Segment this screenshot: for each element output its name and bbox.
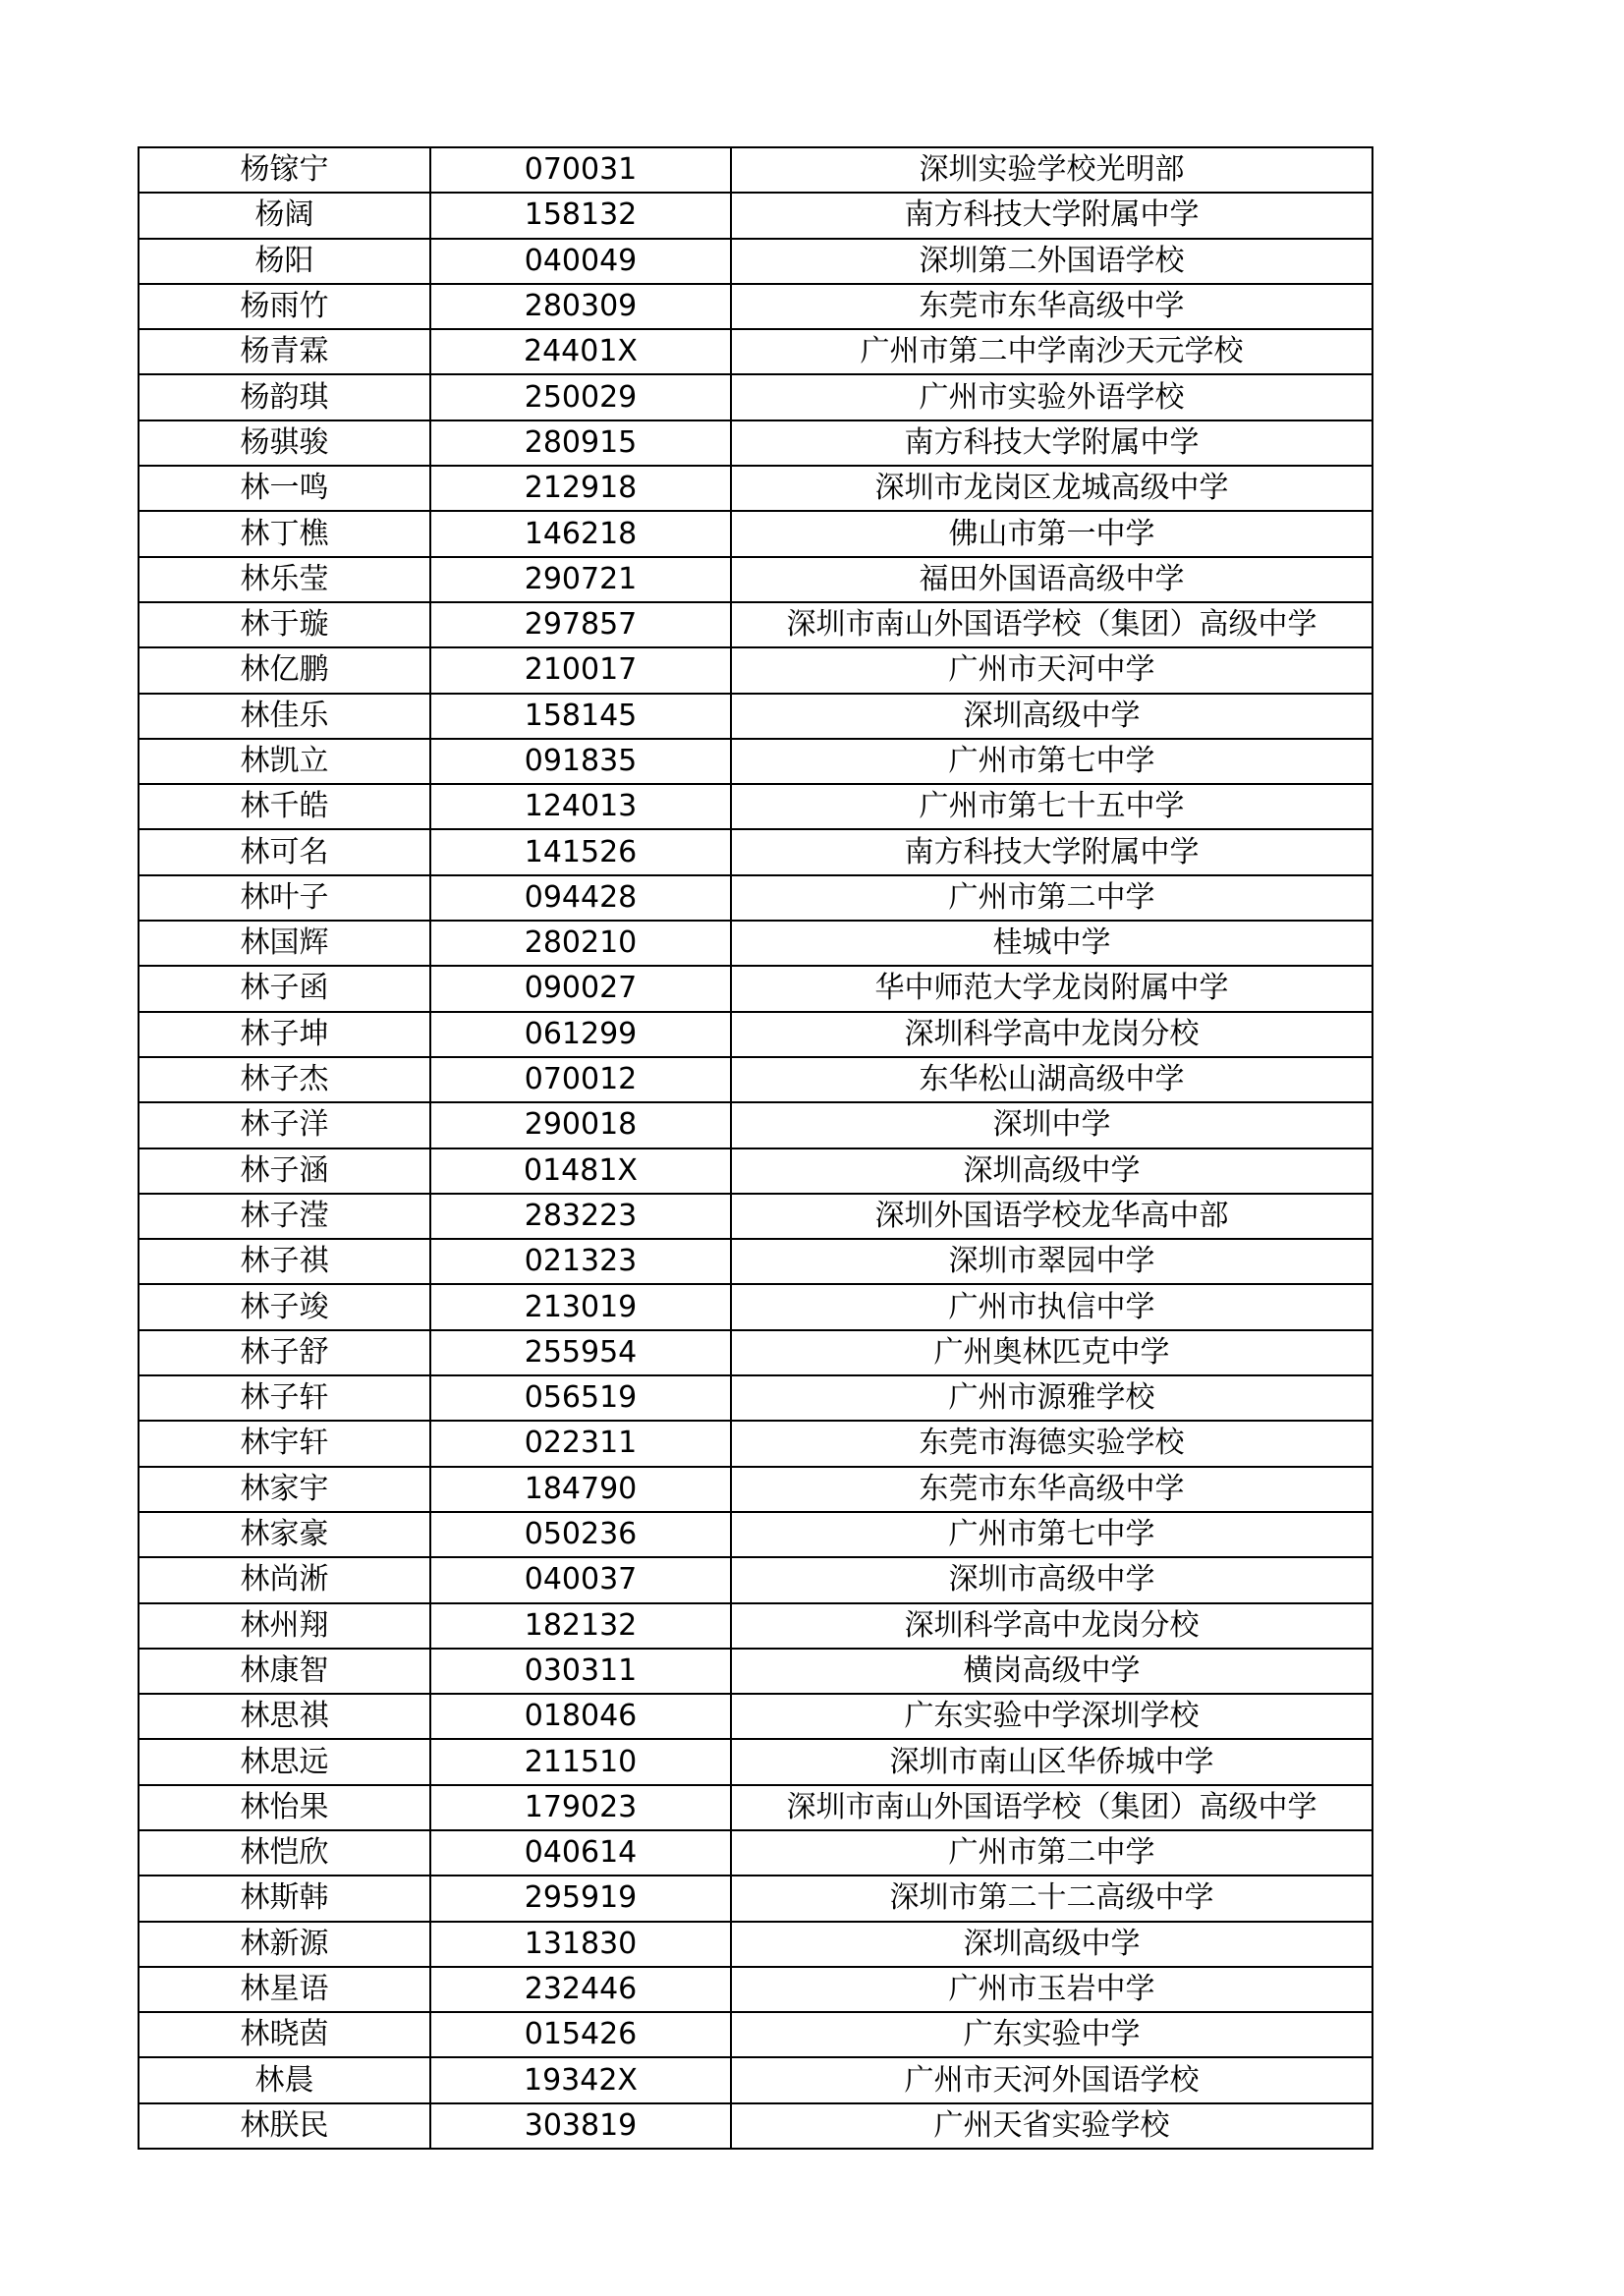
school-name: 深圳市南山外国语学校（集团）高级中学: [731, 1785, 1372, 1830]
student-name: 林于璇: [139, 602, 430, 647]
roster-body: [139, 147, 1372, 2149]
student-name: 林新源: [139, 1922, 430, 1967]
table-row: [139, 739, 1372, 784]
student-name: 林怡果: [139, 1785, 430, 1830]
table-row: [139, 1922, 1372, 1967]
school-name: 广州市天河外国语学校: [731, 2057, 1372, 2102]
table-row: [139, 784, 1372, 829]
school-name: 横岗高级中学: [731, 1649, 1372, 1694]
student-name: 林家豪: [139, 1512, 430, 1557]
table-row: [139, 466, 1372, 511]
school-name: 广东实验中学: [731, 2012, 1372, 2057]
student-id: 015426: [430, 2012, 731, 2057]
school-name: 东华松山湖高级中学: [731, 1057, 1372, 1102]
student-id: 297857: [430, 602, 731, 647]
school-name: 广州市第二中学: [731, 1830, 1372, 1876]
student-name: 林朕民: [139, 2103, 430, 2149]
student-name: 林晨: [139, 2057, 430, 2102]
student-name: 林子坤: [139, 1012, 430, 1057]
student-name: 林子竣: [139, 1284, 430, 1329]
student-id: 040614: [430, 1830, 731, 1876]
table-row: [139, 1649, 1372, 1694]
student-name: 林一鸣: [139, 466, 430, 511]
school-name: 广州天省实验学校: [731, 2103, 1372, 2149]
school-name: 深圳市南山区华侨城中学: [731, 1739, 1372, 1784]
school-name: 广州市玉岩中学: [731, 1967, 1372, 2012]
student-id: 030311: [430, 1649, 731, 1694]
student-name: 林斯韩: [139, 1876, 430, 1921]
student-id: 158132: [430, 193, 731, 238]
table-row: [139, 921, 1372, 966]
school-name: 深圳市翠园中学: [731, 1239, 1372, 1284]
table-row: [139, 694, 1372, 739]
student-name: 杨阳: [139, 239, 430, 284]
student-id: 280210: [430, 921, 731, 966]
table-row: [139, 1876, 1372, 1921]
student-name: 杨青霖: [139, 329, 430, 374]
student-id: 056519: [430, 1375, 731, 1421]
student-name: 林宇轩: [139, 1421, 430, 1466]
table-row: [139, 1012, 1372, 1057]
student-id: 232446: [430, 1967, 731, 2012]
student-id: 070012: [430, 1057, 731, 1102]
school-name: 深圳外国语学校龙华高中部: [731, 1194, 1372, 1239]
student-id: 179023: [430, 1785, 731, 1830]
school-name: 广州市天河中学: [731, 647, 1372, 693]
student-id: 040037: [430, 1557, 731, 1602]
student-id: 24401X: [430, 329, 731, 374]
school-name: 深圳市第二十二高级中学: [731, 1876, 1372, 1921]
student-name: 林国辉: [139, 921, 430, 966]
student-name: 林佳乐: [139, 694, 430, 739]
school-name: 东莞市东华高级中学: [731, 284, 1372, 329]
student-id: 090027: [430, 966, 731, 1011]
student-name: 林子舒: [139, 1330, 430, 1375]
student-id: 022311: [430, 1421, 731, 1466]
school-name: 南方科技大学附属中学: [731, 193, 1372, 238]
student-name: 林叶子: [139, 875, 430, 921]
student-name: 林可名: [139, 829, 430, 874]
student-name: 林子涵: [139, 1148, 430, 1194]
student-id: 01481X: [430, 1148, 731, 1194]
student-name: 林州翔: [139, 1603, 430, 1649]
table-row: [139, 1785, 1372, 1830]
school-name: 东莞市海德实验学校: [731, 1421, 1372, 1466]
school-name: 佛山市第一中学: [731, 511, 1372, 556]
school-name: 广州市实验外语学校: [731, 374, 1372, 420]
table-row: [139, 511, 1372, 556]
student-id: 212918: [430, 466, 731, 511]
school-name: 深圳高级中学: [731, 1922, 1372, 1967]
student-id: 213019: [430, 1284, 731, 1329]
table-row: [139, 1512, 1372, 1557]
table-row: [139, 2103, 1372, 2149]
school-name: 广州市第七十五中学: [731, 784, 1372, 829]
table-row: [139, 193, 1372, 238]
student-name: 林丁樵: [139, 511, 430, 556]
table-row: [139, 1057, 1372, 1102]
student-name: 林千皓: [139, 784, 430, 829]
table-row: [139, 239, 1372, 284]
student-id: 290018: [430, 1102, 731, 1148]
table-row: [139, 1739, 1372, 1784]
student-name: 林思祺: [139, 1694, 430, 1739]
student-id: 283223: [430, 1194, 731, 1239]
student-name: 林乐莹: [139, 557, 430, 602]
student-name: 林子轩: [139, 1375, 430, 1421]
student-name: 林子杰: [139, 1057, 430, 1102]
school-name: 深圳高级中学: [731, 694, 1372, 739]
student-id: 070031: [430, 147, 731, 193]
student-name: 林亿鹏: [139, 647, 430, 693]
table-row: [139, 647, 1372, 693]
school-name: 广东实验中学深圳学校: [731, 1694, 1372, 1739]
student-id: 040049: [430, 239, 731, 284]
student-id: 124013: [430, 784, 731, 829]
student-id: 303819: [430, 2103, 731, 2149]
table-row: [139, 1239, 1372, 1284]
school-name: 深圳市龙岗区龙城高级中学: [731, 466, 1372, 511]
student-id: 094428: [430, 875, 731, 921]
table-row: [139, 1830, 1372, 1876]
school-name: 广州市执信中学: [731, 1284, 1372, 1329]
student-id: 158145: [430, 694, 731, 739]
table-row: [139, 2057, 1372, 2102]
student-id: 280309: [430, 284, 731, 329]
school-name: 广州市第二中学: [731, 875, 1372, 921]
student-id: 141526: [430, 829, 731, 874]
student-id: 255954: [430, 1330, 731, 1375]
table-row: [139, 420, 1372, 466]
student-name: 林家宇: [139, 1467, 430, 1512]
student-name: 林晓茵: [139, 2012, 430, 2057]
table-row: [139, 284, 1372, 329]
table-row: [139, 1330, 1372, 1375]
student-name: 林凯立: [139, 739, 430, 784]
table-row: [139, 147, 1372, 193]
student-name: 杨镓宁: [139, 147, 430, 193]
student-id: 021323: [430, 1239, 731, 1284]
student-id: 280915: [430, 420, 731, 466]
student-id: 018046: [430, 1694, 731, 1739]
student-id: 290721: [430, 557, 731, 602]
school-name: 深圳科学高中龙岗分校: [731, 1012, 1372, 1057]
school-name: 广州奥林匹克中学: [731, 1330, 1372, 1375]
table-row: [139, 875, 1372, 921]
student-name: 林思远: [139, 1739, 430, 1784]
school-name: 深圳第二外国语学校: [731, 239, 1372, 284]
student-name: 林恺欣: [139, 1830, 430, 1876]
student-id: 211510: [430, 1739, 731, 1784]
table-row: [139, 829, 1372, 874]
school-name: 东莞市东华高级中学: [731, 1467, 1372, 1512]
table-row: [139, 1694, 1372, 1739]
school-name: 南方科技大学附属中学: [731, 420, 1372, 466]
student-id: 250029: [430, 374, 731, 420]
school-name: 南方科技大学附属中学: [731, 829, 1372, 874]
student-name: 杨骐骏: [139, 420, 430, 466]
table-row: [139, 2012, 1372, 2057]
table-row: [139, 1284, 1372, 1329]
roster-table: [138, 146, 1373, 2150]
student-name: 林子洋: [139, 1102, 430, 1148]
school-name: 广州市第七中学: [731, 1512, 1372, 1557]
school-name: 广州市第七中学: [731, 739, 1372, 784]
student-id: 050236: [430, 1512, 731, 1557]
school-name: 华中师范大学龙岗附属中学: [731, 966, 1372, 1011]
table-row: [139, 1603, 1372, 1649]
student-id: 182132: [430, 1603, 731, 1649]
student-id: 061299: [430, 1012, 731, 1057]
table-row: [139, 557, 1372, 602]
school-name: 深圳中学: [731, 1102, 1372, 1148]
student-id: 131830: [430, 1922, 731, 1967]
table-row: [139, 1421, 1372, 1466]
table-row: [139, 1148, 1372, 1194]
student-name: 杨韵琪: [139, 374, 430, 420]
student-name: 林子祺: [139, 1239, 430, 1284]
table-row: [139, 1967, 1372, 2012]
student-name: 林子滢: [139, 1194, 430, 1239]
student-name: 林星语: [139, 1967, 430, 2012]
student-name: 杨雨竹: [139, 284, 430, 329]
table-row: [139, 1557, 1372, 1602]
school-name: 广州市源雅学校: [731, 1375, 1372, 1421]
student-id: 091835: [430, 739, 731, 784]
school-name: 深圳市南山外国语学校（集团）高级中学: [731, 602, 1372, 647]
table-row: [139, 1467, 1372, 1512]
student-id: 19342X: [430, 2057, 731, 2102]
student-id: 295919: [430, 1876, 731, 1921]
student-name: 林康智: [139, 1649, 430, 1694]
student-id: 146218: [430, 511, 731, 556]
table-row: [139, 329, 1372, 374]
table-row: [139, 1102, 1372, 1148]
student-name: 林子函: [139, 966, 430, 1011]
table-row: [139, 1194, 1372, 1239]
school-name: 深圳市高级中学: [731, 1557, 1372, 1602]
student-id: 210017: [430, 647, 731, 693]
school-name: 深圳科学高中龙岗分校: [731, 1603, 1372, 1649]
table-row: [139, 374, 1372, 420]
student-name: 林尚淅: [139, 1557, 430, 1602]
school-name: 福田外国语高级中学: [731, 557, 1372, 602]
school-name: 广州市第二中学南沙天元学校: [731, 329, 1372, 374]
school-name: 深圳高级中学: [731, 1148, 1372, 1194]
school-name: 桂城中学: [731, 921, 1372, 966]
table-row: [139, 966, 1372, 1011]
student-id: 184790: [430, 1467, 731, 1512]
student-name: 杨阔: [139, 193, 430, 238]
table-row: [139, 1375, 1372, 1421]
school-name: 深圳实验学校光明部: [731, 147, 1372, 193]
table-row: [139, 602, 1372, 647]
